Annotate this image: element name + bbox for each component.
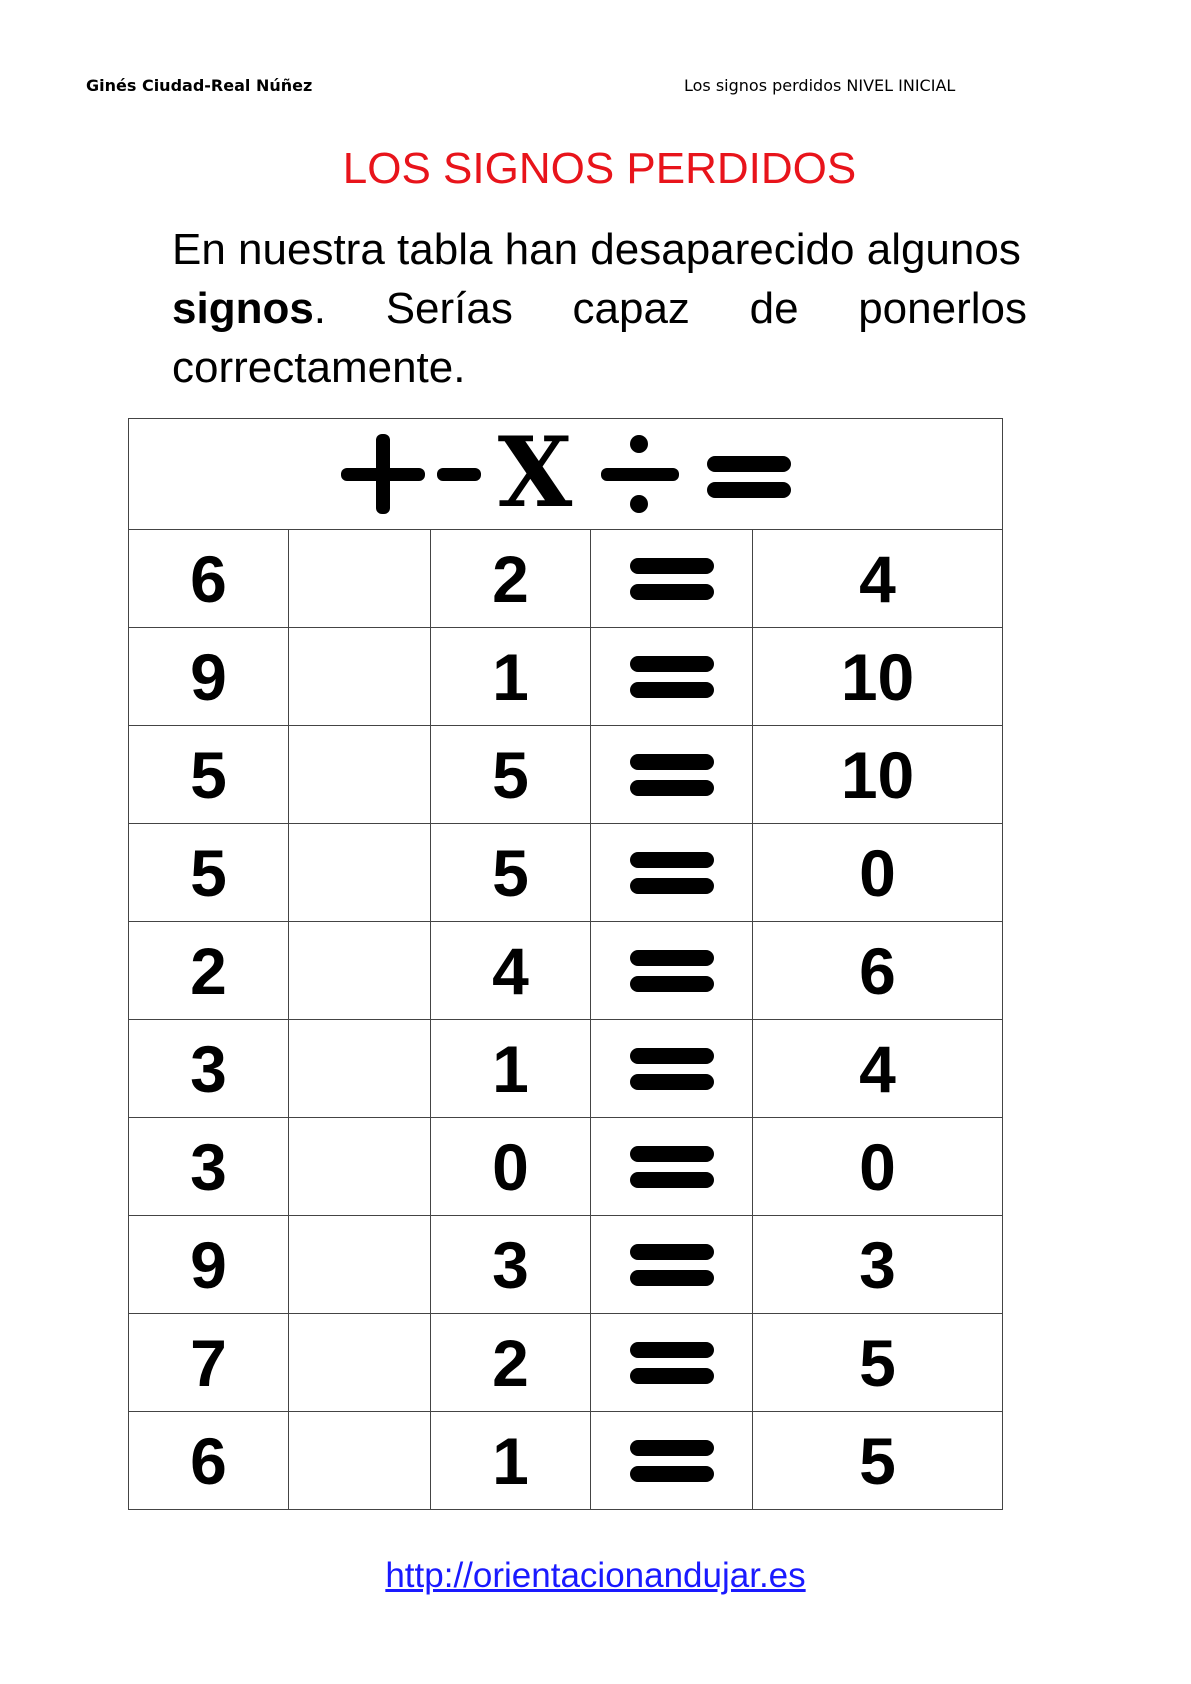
equals-sign-icon [630, 948, 714, 994]
equals-cell [591, 530, 753, 628]
first-operand: 3 [129, 1020, 289, 1118]
first-operand: 6 [129, 1412, 289, 1510]
missing-sign-blank[interactable] [289, 726, 431, 824]
second-operand: 5 [431, 824, 591, 922]
instructions-line-3: correctamente. [172, 343, 466, 392]
exercise-row [129, 726, 1003, 824]
signs-legend-graphic [341, 434, 791, 514]
website-link[interactable]: http://orientacionandujar.es [385, 1556, 806, 1595]
times-sign-icon [497, 434, 572, 514]
instructions-bold-word: signos [172, 284, 314, 333]
minus-sign-icon [437, 468, 481, 481]
missing-sign-blank[interactable] [289, 1118, 431, 1216]
instructions [172, 220, 1027, 397]
second-operand: 3 [431, 1216, 591, 1314]
second-operand: 1 [431, 1020, 591, 1118]
exercise-row [129, 1412, 1003, 1510]
result-value: 0 [753, 824, 1003, 922]
divide-sign-icon [601, 435, 679, 513]
instructions-word: de [749, 284, 799, 333]
page-title: LOS SIGNOS PERDIDOS [342, 144, 857, 193]
result-value: 0 [753, 1118, 1003, 1216]
instructions-word: ponerlos [858, 284, 1027, 333]
first-operand: 5 [129, 726, 289, 824]
exercise-row [129, 922, 1003, 1020]
result-value: 10 [753, 628, 1003, 726]
first-operand: 9 [129, 1216, 289, 1314]
instructions-word: Serías [385, 284, 513, 333]
result-value: 6 [753, 922, 1003, 1020]
equals-sign-icon [630, 654, 714, 700]
equals-sign-icon [630, 1046, 714, 1092]
equals-cell [591, 1020, 753, 1118]
equals-sign-icon [630, 1242, 714, 1288]
instructions-line-2 [172, 279, 1027, 338]
instructions-period: . [313, 284, 327, 333]
exercise-row [129, 1020, 1003, 1118]
plus-sign-icon [341, 434, 425, 514]
missing-sign-blank[interactable] [289, 922, 431, 1020]
equals-sign-icon [630, 556, 714, 602]
exercise-row [129, 628, 1003, 726]
signs-legend [129, 434, 1002, 514]
signs-legend-cell [129, 419, 1003, 530]
first-operand: 5 [129, 824, 289, 922]
equals-cell [591, 1118, 753, 1216]
first-operand: 3 [129, 1118, 289, 1216]
second-operand: 1 [431, 628, 591, 726]
equals-cell [591, 824, 753, 922]
result-value: 5 [753, 1412, 1003, 1510]
author-name: Ginés Ciudad-Real Núñez [86, 76, 313, 95]
missing-sign-blank[interactable] [289, 530, 431, 628]
missing-sign-blank[interactable] [289, 1020, 431, 1118]
second-operand: 0 [431, 1118, 591, 1216]
exercise-row [129, 1216, 1003, 1314]
first-operand: 2 [129, 922, 289, 1020]
second-operand: 1 [431, 1412, 591, 1510]
result-value: 10 [753, 726, 1003, 824]
second-operand: 5 [431, 726, 591, 824]
result-value: 4 [753, 530, 1003, 628]
equals-cell [591, 1314, 753, 1412]
equals-sign-icon [707, 456, 791, 498]
second-operand: 2 [431, 1314, 591, 1412]
result-value: 5 [753, 1314, 1003, 1412]
equals-cell [591, 1216, 753, 1314]
first-operand: 7 [129, 1314, 289, 1412]
equals-cell [591, 628, 753, 726]
equals-sign-icon [630, 752, 714, 798]
equals-sign-icon [630, 1144, 714, 1190]
missing-sign-blank[interactable] [289, 1314, 431, 1412]
equals-sign-icon [630, 1340, 714, 1386]
missing-sign-blank[interactable] [289, 1216, 431, 1314]
signs-table [128, 418, 1003, 1510]
missing-sign-blank[interactable] [289, 1412, 431, 1510]
result-value: 4 [753, 1020, 1003, 1118]
missing-sign-blank[interactable] [289, 824, 431, 922]
exercise-row [129, 1118, 1003, 1216]
exercise-row [129, 1314, 1003, 1412]
equals-cell [591, 922, 753, 1020]
instructions-word: capaz [572, 284, 690, 333]
signs-legend-row [129, 419, 1003, 530]
exercise-row [129, 530, 1003, 628]
equals-cell [591, 1412, 753, 1510]
instructions-line-1: En nuestra tabla han desaparecido algunos [172, 225, 1021, 274]
equals-cell [591, 726, 753, 824]
second-operand: 4 [431, 922, 591, 1020]
exercise-row [129, 824, 1003, 922]
document-title: Los signos perdidos NIVEL INICIAL [684, 76, 956, 95]
svg-text:X: X [497, 434, 572, 514]
equals-sign-icon [630, 850, 714, 896]
equals-sign-icon [630, 1438, 714, 1484]
missing-sign-blank[interactable] [289, 628, 431, 726]
first-operand: 6 [129, 530, 289, 628]
second-operand: 2 [431, 530, 591, 628]
first-operand: 9 [129, 628, 289, 726]
result-value: 3 [753, 1216, 1003, 1314]
